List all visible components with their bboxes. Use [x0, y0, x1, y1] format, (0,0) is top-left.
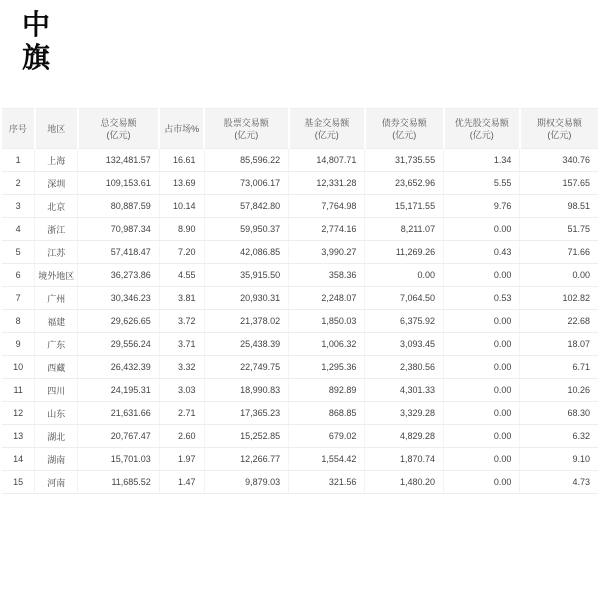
cell-bond: 1,870.74: [365, 448, 444, 471]
zhongqi-logo: [22, 8, 50, 74]
cell-region: 西藏: [35, 356, 78, 379]
cell-region: 河南: [35, 471, 78, 494]
cell-region: 四川: [35, 379, 78, 402]
cell-stock: 59,950.37: [204, 218, 289, 241]
cell-option: 6.71: [520, 356, 598, 379]
cell-preferred: 1.34: [444, 149, 520, 172]
cell-fund: 2,248.07: [289, 287, 365, 310]
cell-stock: 9,879.03: [204, 471, 289, 494]
cell-total: 30,346.23: [78, 287, 160, 310]
cell-share: 13.69: [159, 172, 204, 195]
cell-stock: 85,596.22: [204, 149, 289, 172]
cell-fund: 321.56: [289, 471, 365, 494]
cell-bond: 8,211.07: [365, 218, 444, 241]
column-header-region: 地区: [35, 109, 78, 149]
cell-region: 湖北: [35, 425, 78, 448]
cell-index: 2: [2, 172, 35, 195]
cell-region: 北京: [35, 195, 78, 218]
cell-option: 10.26: [520, 379, 598, 402]
cell-bond: 1,480.20: [365, 471, 444, 494]
cell-option: 22.68: [520, 310, 598, 333]
cell-bond: 23,652.96: [365, 172, 444, 195]
cell-index: 11: [2, 379, 35, 402]
cell-total: 132,481.57: [78, 149, 160, 172]
cell-total: 57,418.47: [78, 241, 160, 264]
column-header-fund: 基金交易额 (亿元): [289, 109, 365, 149]
column-header-bond: 债券交易额 (亿元): [365, 109, 444, 149]
cell-fund: 14,807.71: [289, 149, 365, 172]
cell-stock: 20,930.31: [204, 287, 289, 310]
column-header-share: 占市场%: [159, 109, 204, 149]
cell-stock: 25,438.39: [204, 333, 289, 356]
table-row: [2, 241, 598, 264]
cell-region: 山东: [35, 402, 78, 425]
cell-stock: 42,086.85: [204, 241, 289, 264]
cell-preferred: 0.00: [444, 471, 520, 494]
table-row: [2, 425, 598, 448]
cell-fund: 1,850.03: [289, 310, 365, 333]
logo-char-bottom: 旗: [22, 41, 51, 74]
cell-option: 157.65: [520, 172, 598, 195]
cell-preferred: 0.00: [444, 356, 520, 379]
cell-index: 6: [2, 264, 35, 287]
cell-total: 29,626.65: [78, 310, 160, 333]
cell-option: 102.82: [520, 287, 598, 310]
table-row: [2, 172, 598, 195]
cell-stock: 17,365.23: [204, 402, 289, 425]
cell-region: 湖南: [35, 448, 78, 471]
cell-index: 15: [2, 471, 35, 494]
cell-total: 29,556.24: [78, 333, 160, 356]
cell-share: 2.60: [159, 425, 204, 448]
cell-fund: 679.02: [289, 425, 365, 448]
table-row: [2, 287, 598, 310]
table-body: [2, 149, 598, 494]
cell-stock: 21,378.02: [204, 310, 289, 333]
table-row: [2, 218, 598, 241]
cell-preferred: 0.00: [444, 379, 520, 402]
cell-bond: 15,171.55: [365, 195, 444, 218]
cell-preferred: 0.00: [444, 333, 520, 356]
cell-total: 26,432.39: [78, 356, 160, 379]
cell-option: 98.51: [520, 195, 598, 218]
trading-volume-by-region-table: [2, 108, 598, 494]
cell-share: 10.14: [159, 195, 204, 218]
cell-bond: 0.00: [365, 264, 444, 287]
cell-option: 71.66: [520, 241, 598, 264]
cell-preferred: 0.00: [444, 425, 520, 448]
table-header-row: [2, 109, 598, 149]
cell-fund: 358.36: [289, 264, 365, 287]
cell-option: 9.10: [520, 448, 598, 471]
cell-fund: 868.85: [289, 402, 365, 425]
cell-index: 1: [2, 149, 35, 172]
cell-fund: 12,331.28: [289, 172, 365, 195]
cell-option: 51.75: [520, 218, 598, 241]
cell-share: 2.71: [159, 402, 204, 425]
table-row: [2, 356, 598, 379]
table-row: [2, 379, 598, 402]
cell-region: 广东: [35, 333, 78, 356]
cell-fund: 3,990.27: [289, 241, 365, 264]
cell-share: 1.47: [159, 471, 204, 494]
cell-total: 36,273.86: [78, 264, 160, 287]
cell-preferred: 5.55: [444, 172, 520, 195]
cell-total: 11,685.52: [78, 471, 160, 494]
cell-share: 8.90: [159, 218, 204, 241]
cell-preferred: 0.00: [444, 448, 520, 471]
cell-bond: 11,269.26: [365, 241, 444, 264]
table-row: [2, 471, 598, 494]
cell-preferred: 0.00: [444, 264, 520, 287]
cell-region: 境外地区: [35, 264, 78, 287]
cell-bond: 3,329.28: [365, 402, 444, 425]
cell-fund: 1,554.42: [289, 448, 365, 471]
table-header: [2, 109, 598, 149]
table-row: [2, 264, 598, 287]
cell-region: 江苏: [35, 241, 78, 264]
table-row: [2, 333, 598, 356]
cell-total: 21,631.66: [78, 402, 160, 425]
cell-preferred: 9.76: [444, 195, 520, 218]
cell-option: 4.73: [520, 471, 598, 494]
cell-option: 6.32: [520, 425, 598, 448]
cell-share: 3.71: [159, 333, 204, 356]
table-row: [2, 448, 598, 471]
cell-total: 15,701.03: [78, 448, 160, 471]
table-row: [2, 402, 598, 425]
cell-option: 18.07: [520, 333, 598, 356]
cell-bond: 4,829.28: [365, 425, 444, 448]
cell-option: 0.00: [520, 264, 598, 287]
column-header-total: 总交易额 (亿元): [78, 109, 160, 149]
cell-bond: 2,380.56: [365, 356, 444, 379]
cell-index: 12: [2, 402, 35, 425]
cell-bond: 31,735.55: [365, 149, 444, 172]
cell-share: 7.20: [159, 241, 204, 264]
cell-index: 8: [2, 310, 35, 333]
column-header-index: 序号: [2, 109, 35, 149]
cell-fund: 2,774.16: [289, 218, 365, 241]
cell-share: 3.32: [159, 356, 204, 379]
cell-total: 24,195.31: [78, 379, 160, 402]
column-header-stock: 股票交易额 (亿元): [204, 109, 289, 149]
cell-index: 9: [2, 333, 35, 356]
cell-total: 20,767.47: [78, 425, 160, 448]
cell-preferred: 0.00: [444, 218, 520, 241]
trading-volume-table-container: [2, 108, 598, 494]
cell-stock: 18,990.83: [204, 379, 289, 402]
cell-index: 7: [2, 287, 35, 310]
cell-index: 3: [2, 195, 35, 218]
logo-char-top: 中: [22, 8, 51, 41]
cell-fund: 892.89: [289, 379, 365, 402]
cell-total: 70,987.34: [78, 218, 160, 241]
cell-fund: 1,295.36: [289, 356, 365, 379]
cell-fund: 7,764.98: [289, 195, 365, 218]
cell-region: 浙江: [35, 218, 78, 241]
cell-stock: 12,266.77: [204, 448, 289, 471]
cell-fund: 1,006.32: [289, 333, 365, 356]
table-row: [2, 195, 598, 218]
cell-share: 16.61: [159, 149, 204, 172]
cell-total: 109,153.61: [78, 172, 160, 195]
cell-bond: 7,064.50: [365, 287, 444, 310]
cell-preferred: 0.53: [444, 287, 520, 310]
cell-option: 68.30: [520, 402, 598, 425]
cell-preferred: 0.43: [444, 241, 520, 264]
cell-index: 13: [2, 425, 35, 448]
cell-index: 4: [2, 218, 35, 241]
cell-preferred: 0.00: [444, 310, 520, 333]
cell-share: 1.97: [159, 448, 204, 471]
cell-index: 5: [2, 241, 35, 264]
column-header-preferred: 优先股交易额 (亿元): [444, 109, 520, 149]
cell-bond: 4,301.33: [365, 379, 444, 402]
cell-index: 10: [2, 356, 35, 379]
cell-region: 深圳: [35, 172, 78, 195]
cell-share: 3.03: [159, 379, 204, 402]
table-row: [2, 310, 598, 333]
table-row: [2, 149, 598, 172]
cell-stock: 35,915.50: [204, 264, 289, 287]
cell-share: 3.81: [159, 287, 204, 310]
cell-share: 4.55: [159, 264, 204, 287]
cell-total: 80,887.59: [78, 195, 160, 218]
cell-index: 14: [2, 448, 35, 471]
column-header-option: 期权交易额 (亿元): [520, 109, 598, 149]
cell-stock: 22,749.75: [204, 356, 289, 379]
cell-stock: 15,252.85: [204, 425, 289, 448]
cell-bond: 6,375.92: [365, 310, 444, 333]
cell-region: 上海: [35, 149, 78, 172]
cell-preferred: 0.00: [444, 402, 520, 425]
cell-bond: 3,093.45: [365, 333, 444, 356]
cell-option: 340.76: [520, 149, 598, 172]
cell-stock: 57,842.80: [204, 195, 289, 218]
cell-region: 福建: [35, 310, 78, 333]
cell-share: 3.72: [159, 310, 204, 333]
cell-region: 广州: [35, 287, 78, 310]
cell-stock: 73,006.17: [204, 172, 289, 195]
